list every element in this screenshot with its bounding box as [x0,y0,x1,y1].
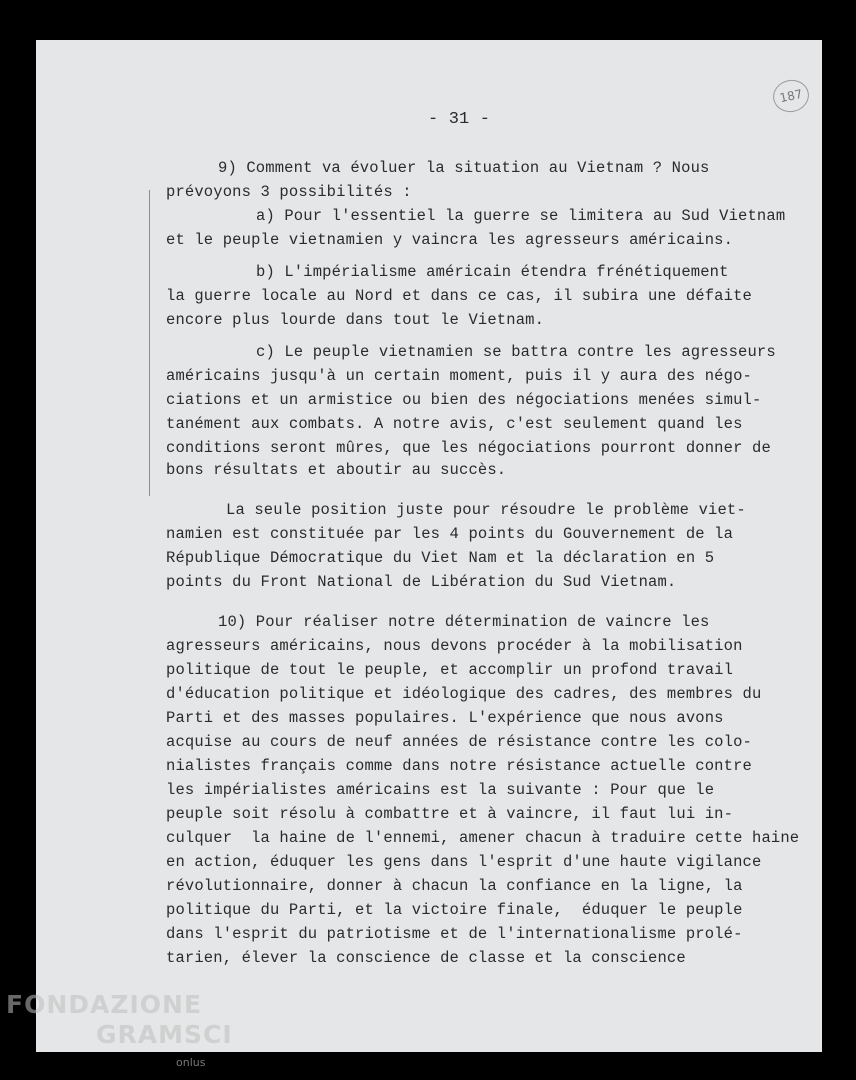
text-line: Parti et des masses populaires. L'expérience que nous avons [166,709,724,727]
watermark-line2: GRAMSCI [96,1020,233,1049]
text-line: en action, éduquer les gens dans l'esprit d'une haute vigilance [166,853,762,871]
text-line: les impérialistes américains est la suivante : Pour que le [166,781,715,799]
margin-line [149,190,150,496]
text-line: culquer la haine de l'ennemi, amener chacun à traduire cette haine [166,829,800,847]
text-line: ciations et un armistice ou bien des négociations menées simul- [166,391,762,409]
text-line: agresseurs américains, nous devons procéder à la mobilisation [166,637,743,655]
text-line: la guerre locale au Nord et dans ce cas, il subira une défaite [166,287,752,305]
text-line: conditions seront mûres, que les négociations pourront donner de [166,439,771,457]
text-line: d'éducation politique et idéologique des cadres, des membres du [166,685,762,703]
text-line: 10) Pour réaliser notre détermination de vaincre les [218,613,710,631]
text-line: bons résultats et aboutir au succès. [166,461,507,479]
text-line: prévoyons 3 possibilités : [166,183,412,201]
text-line: encore plus lourde dans tout le Vietnam. [166,311,545,329]
text-line: peuple soit résolu à combattre et à vaincre, il faut lui in- [166,805,734,823]
text-line: a) Pour l'essentiel la guerre se limitera au Sud Vietnam [256,207,786,225]
text-line: politique de tout le peuple, et accomplir un profond travail [166,661,734,679]
text-line: nialistes français comme dans notre résistance actuelle contre [166,757,752,775]
page-number: - 31 - [428,110,491,129]
text-line: points du Front National de Libération du Sud Vietnam. [166,573,677,591]
text-line: révolutionnaire, donner à chacun la confiance en la ligne, la [166,877,743,895]
text-line: 9) Comment va évoluer la situation au Vietnam ? Nous [218,159,710,177]
fondazione-gramsci-watermark [6,990,233,1069]
text-line: politique du Parti, et la victoire finale, éduquer le peuple [166,901,743,919]
text-line: c) Le peuple vietnamien se battra contre les agresseurs [256,343,776,361]
text-line: et le peuple vietnamien y vaincra les agresseurs américains. [166,231,734,249]
watermark-line3: onlus [176,1056,206,1069]
watermark-line1: FONDAZIONE [6,990,203,1019]
archive-number: 187 [778,86,804,106]
text-line: dans l'esprit du patriotisme et de l'internationalisme prolé- [166,925,743,943]
text-line: tarien, élever la conscience de classe et la conscience [166,949,686,967]
text-line: b) L'impérialisme américain étendra frénétiquement [256,263,729,281]
text-line: La seule position juste pour résoudre le problème viet- [226,501,746,519]
text-line: tanément aux combats. A notre avis, c'est seulement quand les [166,415,743,433]
text-line: américains jusqu'à un certain moment, puis il y aura des négo- [166,367,752,385]
text-line: République Démocratique du Viet Nam et la déclaration en 5 [166,549,715,567]
text-line: acquise au cours de neuf années de résistance contre les colo- [166,733,752,751]
text-line: namien est constituée par les 4 points du Gouvernement de la [166,525,734,543]
